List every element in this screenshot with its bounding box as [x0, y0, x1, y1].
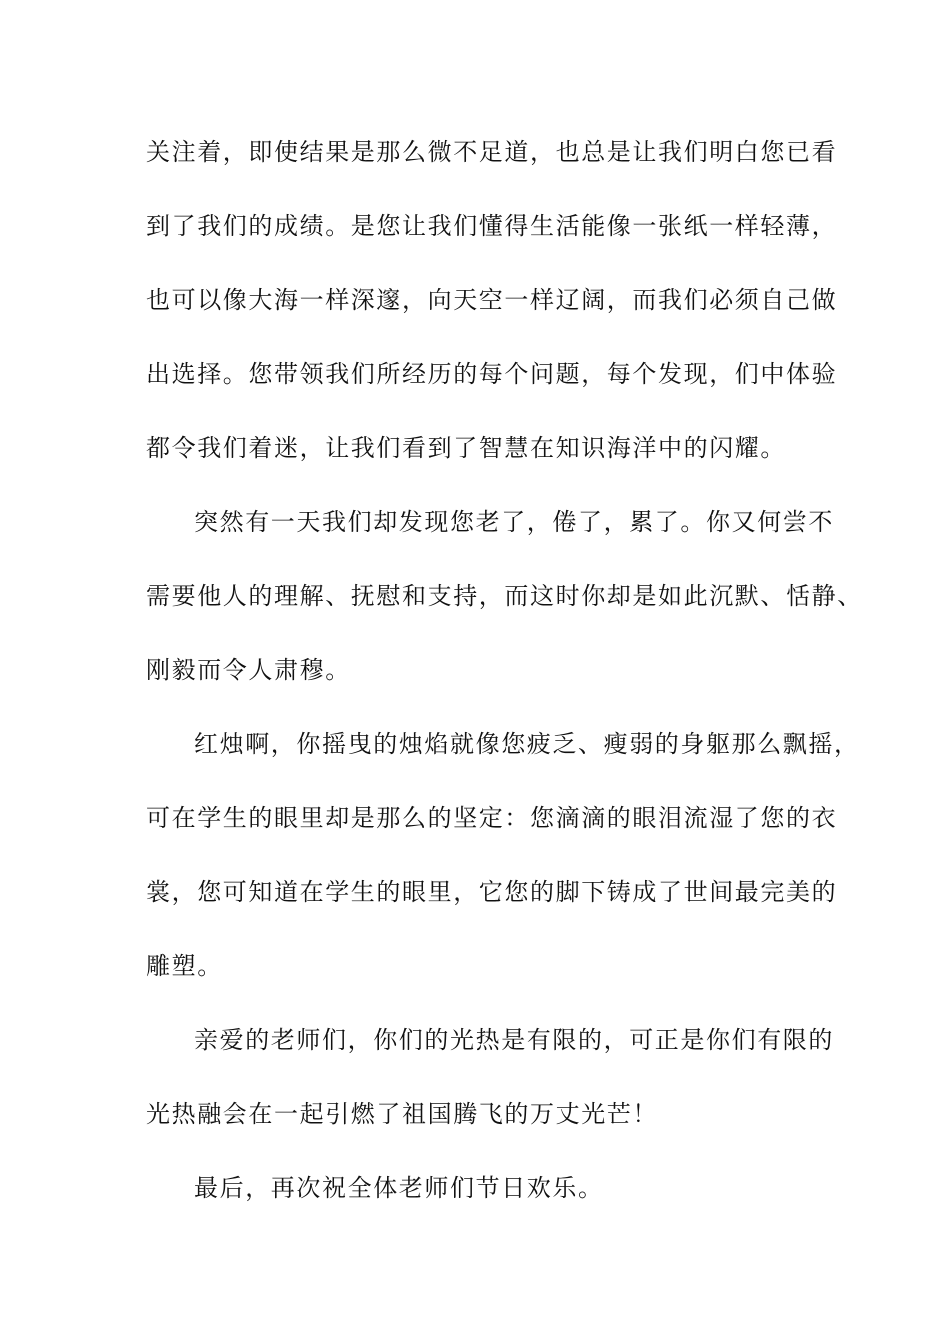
- paragraph-line: 裳，您可知道在学生的眼里，它您的脚下铸成了世间最完美的: [146, 878, 838, 906]
- paragraph-line: 需要他人的理解、抚慰和支持，而这时你却是如此沉默、恬静、: [146, 582, 863, 610]
- paragraph-line: 都令我们着迷，让我们看到了智慧在知识海洋中的闪耀。: [146, 434, 786, 462]
- paragraph-line: 光热融会在一起引燃了祖国腾飞的万丈光芒！: [146, 1100, 658, 1128]
- paragraph-line: 刚毅而令人肃穆。: [146, 656, 351, 684]
- paragraph-line: 出选择。您带领我们所经历的每个问题，每个发现，们中体验: [146, 360, 838, 388]
- paragraph-line: 也可以像大海一样深邃，向天空一样辽阔，而我们必须自己做: [146, 286, 838, 314]
- paragraph-line: 雕塑。: [146, 952, 223, 980]
- paragraph-line: 可在学生的眼里却是那么的坚定：您滴滴的眼泪流湿了您的衣: [146, 804, 838, 832]
- paragraph-line: 到了我们的成绩。是您让我们懂得生活能像一张纸一样轻薄，: [146, 212, 838, 240]
- paragraph-line: 最后，再次祝全体老师们节日欢乐。: [194, 1174, 604, 1202]
- paragraph-line: 突然有一天我们却发现您老了，倦了，累了。你又何尝不: [194, 508, 834, 536]
- paragraph-line: 亲爱的老师们，你们的光热是有限的，可正是你们有限的: [194, 1026, 834, 1054]
- paragraph-line: 关注着，即使结果是那么微不足道，也总是让我们明白您已看: [146, 138, 838, 166]
- paragraph-line: 红烛啊，你摇曳的烛焰就像您疲乏、瘦弱的身躯那么飘摇，: [194, 730, 860, 758]
